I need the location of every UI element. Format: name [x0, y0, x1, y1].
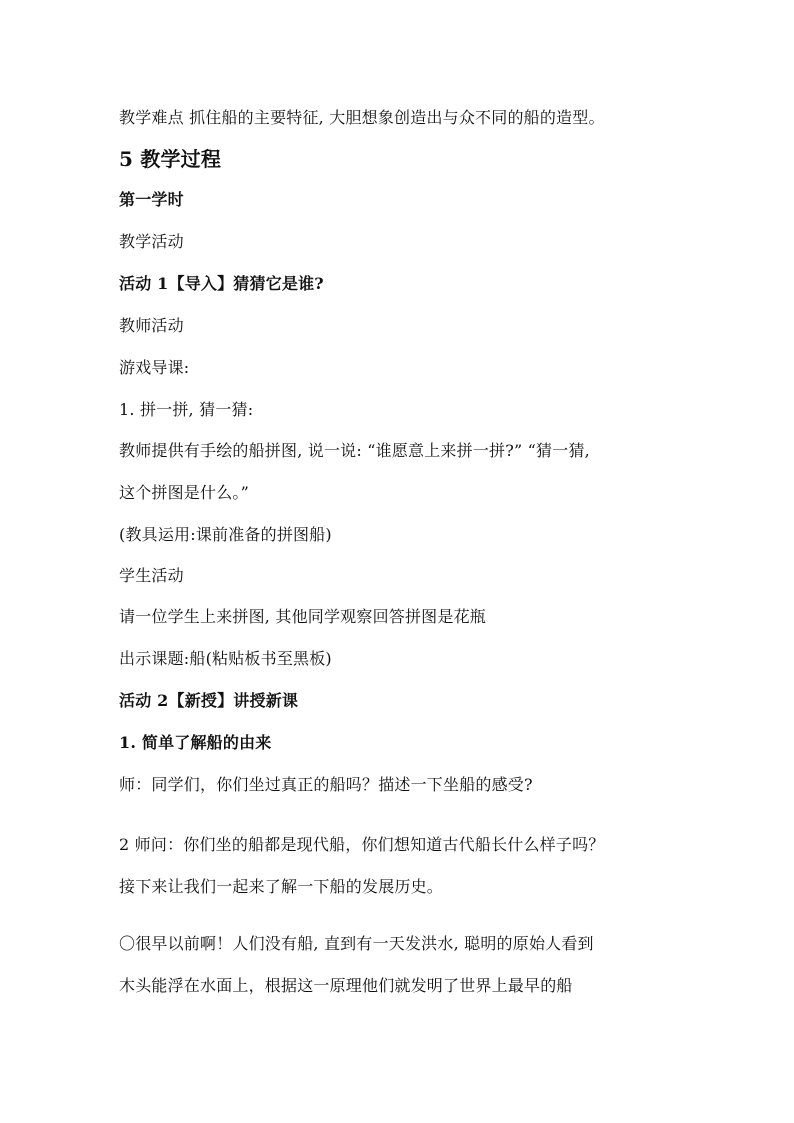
- section-heading: 5 教学过程: [119, 147, 222, 171]
- activity1-title: 活动 1【导入】猜猜它是谁?: [119, 274, 324, 293]
- show-topic-text: 出示课题:船(粘贴板书至黑板): [119, 649, 332, 668]
- tools-text: (教具运用:课前准备的拼图船): [119, 525, 332, 544]
- question2-line-2: 接下来让我们一起来了解一下船的发展历史。: [119, 877, 444, 896]
- teaching-activity-label: 教学活动: [119, 232, 184, 251]
- story-line-2: 木头能浮在水面上，根据这一原理他们就发明了世界上最早的船: [119, 976, 573, 995]
- student-activity-label: 学生活动: [119, 566, 184, 585]
- difficulty-text: 教学难点 抓住船的主要特征, 大胆想象创造出与众不同的船的造型。: [119, 108, 605, 127]
- lesson-time-heading: 第一学时: [119, 190, 184, 209]
- activity2-title: 活动 2【新授】讲授新课: [119, 691, 299, 710]
- student-line: 请一位学生上来拼图, 其他同学观察回答拼图是花瓶: [119, 607, 486, 626]
- teacher-question: 师：同学们，你们坐过真正的船吗？描述一下坐船的感受?: [119, 775, 533, 794]
- teacher-activity-label: 教师活动: [119, 316, 184, 335]
- story-line-1: 〇很早以前啊！人们没有船, 直到有一天发洪水, 聪明的原始人看到: [119, 934, 594, 953]
- question2-line-1: 2 师问：你们坐的船都是现代船，你们想知道古代船长什么样子吗？: [119, 835, 605, 854]
- step1-text: 1. 拼一拼, 猜一猜:: [119, 400, 254, 419]
- sub1-title: 1. 简单了解船的由来: [119, 733, 272, 752]
- teacher-line-2: 这个拼图是什么。”: [119, 483, 249, 502]
- game-intro-label: 游戏导课:: [119, 358, 190, 377]
- teacher-line-1: 教师提供有手绘的船拼图, 说一说: “谁愿意上来拼一拼?” “猜一猜,: [119, 441, 590, 460]
